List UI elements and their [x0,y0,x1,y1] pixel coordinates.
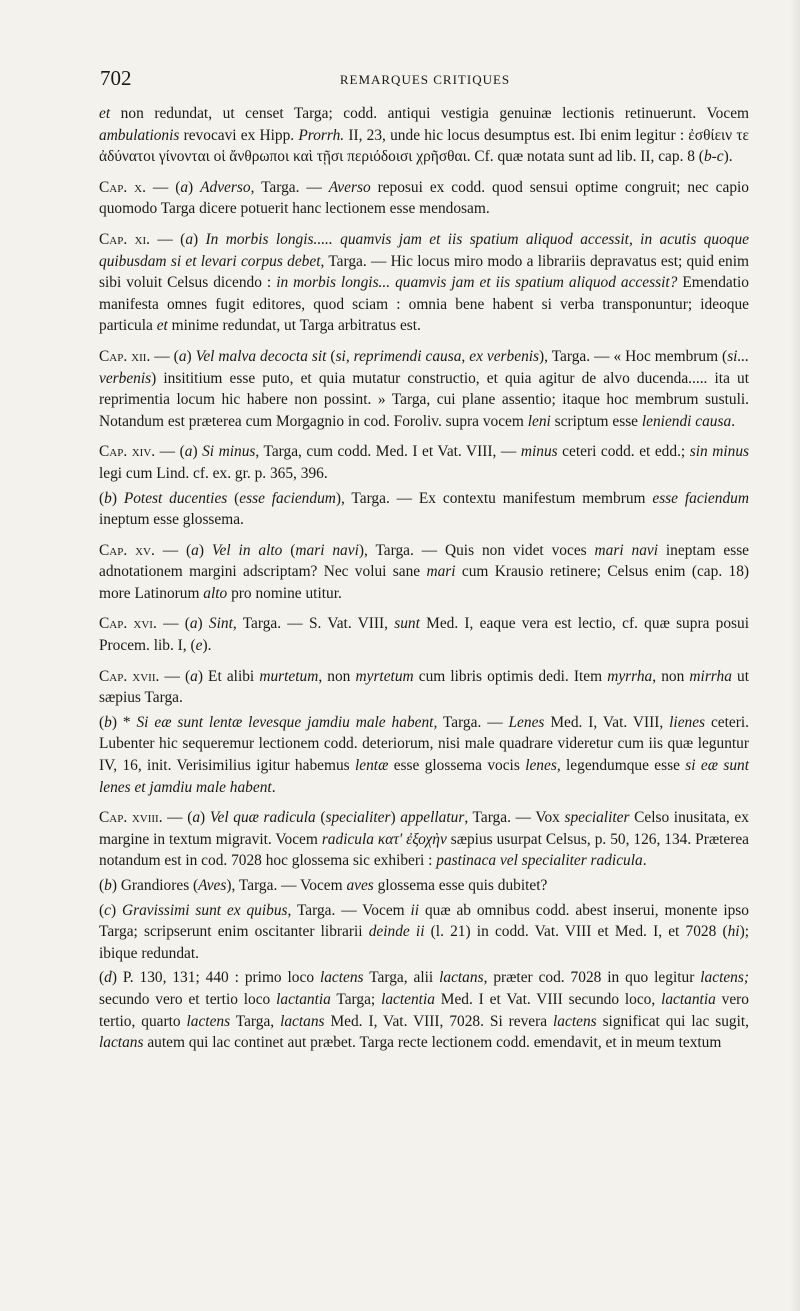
paragraph [99,613,749,656]
text-run: , non [652,667,690,685]
text-run: cum Krausio retinere; Celsus enim (cap. 18) more Latinorum [99,563,750,602]
chapter-ref: Cap. xi. [99,230,151,248]
text-run: ) [390,809,401,827]
italic-run: si... verbenis [99,347,749,387]
italic-run: ii [410,901,420,919]
paragraph [99,712,749,798]
text-run: ) [193,230,206,248]
text-run: sæpius usurpat Celsus, p. 50, 126, 134. Præterea notandum est in cod. 7028 hoc glossema sic exhiberi : [99,830,750,870]
text-run: ) [110,901,122,919]
italic-run: Potest ducenties [123,489,228,507]
italic-run: b [104,489,112,507]
italic-run: sin minus [689,443,750,461]
body-text [99,103,749,1063]
text-run: non redundat, ut censet Targa; codd. antiqui vestigia genuinæ lectionis retinuerunt. Vocem [110,105,749,122]
paragraph [99,229,749,337]
italic-run: e [195,637,203,655]
italic-run: c [104,901,111,919]
text-run: ( [99,901,105,919]
italic-run: leni [527,412,551,430]
text-run: ) [197,615,209,633]
italic-run: mirrha [689,667,732,685]
chapter-ref: Cap. xviii. [99,809,163,827]
italic-run: lactans [99,1034,144,1052]
text-run: — ( [150,230,186,248]
italic-run: radicula κατ' ἐξοχὴν [321,830,447,848]
italic-run: Si minus [202,443,256,461]
text-run: ( [326,347,336,365]
italic-run: d [104,969,112,987]
chapter-ref: Cap. xvii. [99,667,160,685]
text-run: ), Targa. — Vocem [226,877,347,894]
text-run: ceteri. Lubenter hic sequeremur lectionem codd. deteriorum, nisi male quadrare videretur cum iis quæ leguntur IV, 16, init. Verisimilius igitur habemus [99,713,749,775]
italic-run: murtetum [259,667,319,685]
text-run: Targa, alii [363,969,440,987]
text-run: — ( [156,615,190,633]
italic-run: et [156,317,168,335]
text-run: (l. 21) in codd. Vat. VIII et Med. I, et 7028 ( [424,923,728,941]
italic-run: lienes [669,713,706,731]
italic-run: a [180,178,189,196]
italic-run: lactentia [381,990,435,1008]
italic-run: Gravissimi sunt ex quibus [121,901,288,919]
italic-run: lactens [319,969,364,987]
text-run: ( [99,713,105,731]
italic-run: Averso [328,178,371,196]
italic-run: ambulationis [99,126,180,144]
paragraph [99,177,749,220]
text-run: II, 23, unde hic locus desumptus est. Ibi enim legitur : ἐσθίειν τε ἀδύνατοι γίνονται οἱ ἄνθρωποι καὶ τῇσι περιόδοισι χρῆσθαι. Cf. quæ notata sunt ad lib. II, cap. 8 ( [99,126,749,166]
italic-run: b [104,713,112,731]
text-run: , Targa. — Hic locus miro modo a librariis depravatus est; quid enim sibi voluit Celsus dicendo : [99,252,749,292]
italic-run: Prorrh. [298,126,345,144]
text-run: , præter cod. 7028 in quo legitur [483,969,701,987]
paragraph [99,875,749,897]
text-run: legi cum Lind. cf. ex. gr. p. 365, 396. [99,464,328,482]
italic-run: lactantia [276,990,331,1008]
italic-run: Vel quæ radicula [209,809,316,827]
page-header [100,64,750,94]
text-run: scriptum esse [550,412,642,430]
text-run: , Targa. — Vocem [287,901,411,919]
italic-run: appellatur [400,809,465,827]
italic-run: lentæ [355,757,389,775]
text-run: ) [188,178,201,196]
italic-run: a [189,615,198,633]
text-run: ) [192,443,203,461]
text-run: esse glossema vocis [388,757,526,775]
italic-run: mari navi [295,541,359,559]
text-run: Med. I, Vat. VIII, [544,713,670,731]
text-run: ( [99,969,105,987]
paragraph [99,441,749,484]
text-run: ( [282,541,296,559]
text-run: ) Et alibi [197,667,260,685]
italic-run: a [184,443,193,461]
paragraph [99,488,749,531]
text-run: . [642,852,647,870]
italic-run: Si eæ sunt lentæ levesque jamdiu male habent [136,713,434,731]
text-run: , Targa. — [433,713,509,731]
italic-run: lactens; [700,969,749,987]
text-run: significat qui lac sugit, [596,1012,749,1030]
paragraph [99,807,749,872]
italic-run: specialiter [325,809,391,827]
text-run: ( [99,877,105,894]
text-run: ineptum esse glossema. [99,511,244,529]
text-run: , legendumque esse [556,757,686,775]
italic-run: a [178,347,187,365]
italic-run: b [104,877,112,894]
text-run: — ( [145,178,181,196]
text-run: pro nomine utitur. [227,584,342,602]
text-run: reposui ex codd. quod sensui optime congruit; nec capio quomodo Targa dicere potuerit hanc lectionem esse mendosam. [99,178,750,218]
italic-run: leniendi causa [641,412,732,430]
italic-run: lactens [186,1012,231,1030]
paragraph [99,900,749,965]
text-run: glossema esse quis dubitet? [373,877,548,894]
chapter-ref: Cap. x. [99,178,146,196]
text-run: ( [315,809,326,827]
italic-run: a [192,809,201,827]
chapter-ref: Cap. xiv. [99,443,156,461]
italic-run: lactens [553,1012,597,1030]
text-run: secundo vero et tertio loco [99,990,277,1008]
text-run: ) [111,489,124,507]
text-run: quæ ab omnibus codd. abest inserui, monente ipso Targa; scripserunt enim oscitanter librarii [99,901,749,941]
italic-run: aves [346,877,374,894]
text-run: ), Targa. — « Hoc membrum ( [539,347,728,365]
italic-run: myrrha [607,667,653,685]
text-run: ( [99,489,105,507]
italic-run: In morbis longis..... quamvis jam et iis spatium aliquod accessit, in acutis quoque quibusdam si et levari corpus debet [99,230,749,270]
chapter-ref: Cap. xii. [99,347,151,365]
italic-run: Vel malva decocta sit [195,347,327,365]
italic-run: a [191,541,199,559]
italic-run: mari navi [594,541,659,559]
italic-run: esse faciendum [652,489,749,507]
text-run: ). [723,148,733,166]
text-run: ) [186,347,196,365]
text-run: — ( [150,347,179,365]
italic-run: esse faciendum [239,489,336,507]
italic-run: myrtetum [355,667,414,685]
italic-run: deinde ii [368,923,425,941]
text-run: , Targa. — [250,178,329,196]
italic-run: Sint [208,615,233,633]
italic-run: si eæ sunt lenes et jamdiu male habent [99,757,750,796]
italic-run: sunt [394,615,420,633]
italic-run: Adverso [200,178,251,196]
text-run: cum libris optimis dedi. Item [413,667,608,685]
text-run: Med. I, eaque vera est lectio, cf. quæ supra posui Procem. lib. I, ( [99,615,750,655]
italic-run: mari [426,563,456,581]
paragraph [99,967,749,1053]
text-run: ut sæpius Targa. [99,667,749,707]
text-run: ) [200,809,210,827]
italic-run: Vel in alto [211,541,283,559]
text-run: — ( [162,809,193,827]
italic-run: Lenes [508,713,545,731]
text-run: . [271,778,276,796]
italic-run: hi [727,923,740,941]
italic-run: lenes [525,757,557,775]
italic-run: alto [203,584,228,602]
text-run: Med. I, Vat. VIII, 7028. Si revera [324,1012,554,1030]
paragraph [99,346,749,432]
text-run: Med. I et Vat. VIII secundo loco, [434,990,662,1008]
text-run: ) [198,541,212,559]
italic-run: b-c [703,148,724,166]
page-edge-shadow [790,0,800,1311]
text-run: . [731,412,736,430]
text-run: ) Grandiores ( [111,877,199,894]
text-run: ), Targa. — Ex contextu manifestum membrum [335,489,653,507]
italic-run: a [190,667,198,685]
text-run: ineptam esse adnotationem margini adscriptam? Nec volui sane [99,541,750,581]
text-run: Celso inusitata, ex margine in textum migravit. Vocem [99,809,749,848]
text-run: Emendatio manifesta omnes fugit editores, quod sciam : omnia bene habent si verba transponuntur; ideoque particula [99,274,750,335]
paragraph [99,103,749,168]
text-run: ) insititium esse puto, et quia mutatur constructio, et quia agitur de alvo ducenda..... ita ut reprimentia locum hic habere non possint. » Targa, cui plane assentio; itaque hoc membrum sustuli. Notandum est præterea cum Morgagnio in cod. Foroliv. supra vocem [99,369,749,430]
italic-run: pastinaca vel specialiter radicula [436,852,643,870]
text-run: ); ibique redundat. [99,923,749,962]
text-run: , Targa. — S. Vat. VIII, [232,615,395,633]
italic-run: lactans [280,1012,325,1030]
text-run: revocavi ex Hipp. [179,126,299,144]
italic-run: a [185,230,194,248]
text-run: ). [202,637,212,655]
text-run: Targa; [330,990,382,1008]
paragraph [99,540,749,605]
text-run: , non [318,667,356,685]
chapter-ref: Cap. xvi. [99,615,157,633]
text-run: ceteri codd. et edd.; [557,443,690,461]
text-run: — ( [159,667,191,685]
italic-run: et [99,105,111,122]
text-run: Targa, [230,1012,281,1030]
text-run: autem qui lac continet aut præbet. Targa recte lectionem codd. emendavit, et in meum textum [143,1034,722,1052]
italic-run: lactans [439,969,484,987]
text-run: ( [227,489,240,507]
text-run: — ( [155,443,185,461]
italic-run: lactantia [661,990,716,1008]
text-run: ), Targa. — Quis non videt voces [358,541,595,559]
italic-run: in morbis longis... quamvis jam et iis spatium aliquod accessit? [276,274,678,292]
text-run: , Targa. — Vox [464,809,565,827]
page-number: 702 [100,66,132,90]
text-run: — ( [154,541,192,559]
italic-run: si, reprimendi causa, ex verbenis [335,347,540,365]
paragraph [99,666,749,709]
text-run: vero tertio, quarto [99,990,749,1030]
text-run: ) P. 130, 131; 440 : primo loco [111,969,320,987]
italic-run: specialiter [564,809,630,827]
chapter-ref: Cap. xv. [99,541,155,559]
text-run: minime redundat, ut Targa arbitratus est. [167,317,421,335]
italic-run: Aves [198,877,227,894]
running-head: REMARQUES CRITIQUES [339,72,511,87]
text-run: , Targa, cum codd. Med. I et Vat. VIII, — [255,443,521,461]
italic-run: minus [520,443,558,461]
text-run: ) * [111,713,137,731]
